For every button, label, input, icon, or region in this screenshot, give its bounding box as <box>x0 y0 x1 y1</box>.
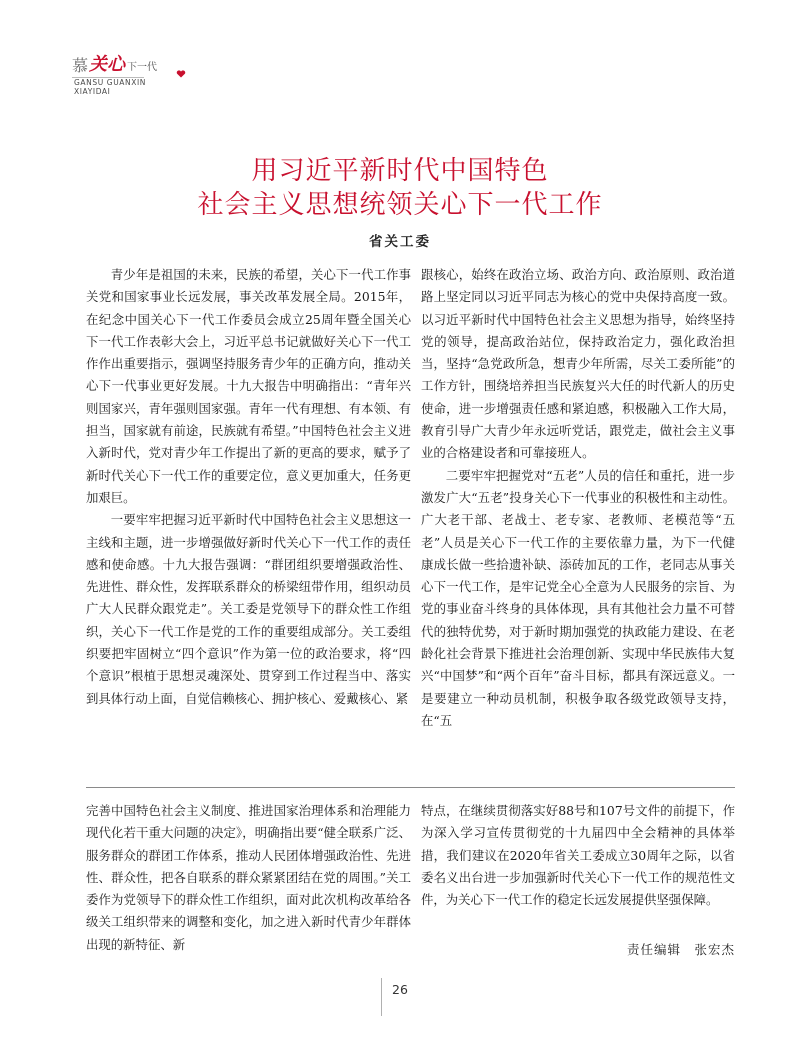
heart-icon <box>176 70 186 78</box>
logo-mark <box>72 52 157 76</box>
article-title-line1: 用习近平新时代中国特色 <box>251 156 549 186</box>
footer-rule <box>381 978 382 1016</box>
logo-en-line2: XIAYIDAI <box>74 87 111 96</box>
page-number: 26 <box>392 982 408 997</box>
logo-cn-part1: 慕 <box>72 56 89 75</box>
section-divider <box>86 787 735 788</box>
body-column-2 <box>421 264 735 732</box>
paragraph: 跟核心，始终在政治立场、政治方向、政治原则、政治道路上坚定同以习近平同志为核心的党中央保持高度一致。以习近平新时代中国特色社会主义思想为指导，始终坚持党的领导，提高政治站位，保持政治定力，强化政治担当，坚持“急党政所急，想青少年所需，尽关工委所能”的工作方针，围绕培养担当民族复兴大任的时代新人的历史使命，进一步增强责任感和紧迫感，积极融入工作大局，教育引导广大青少年永远听党话，跟党走，做社会主义事业的合格建设者和可靠接班人。 <box>421 267 735 461</box>
paragraph: 二要牢牢把握党对“五老”人员的信任和重托，进一步激发广大“五老”投身关心下一代事业的积极性和主动性。广大老干部、老战士、老专家、老教师、老模范等“五老”人员是关心下一代工作的主要依靠力量，为下一代健康成长做一些拾遗补缺、添砖加瓦的工作，老同志从事关心下一代工作，是牢记党全心全意为人民服务的宗旨、为党的事业奋斗终身的具体体现，具有其他社会力量不可替代的独特优势，对于新时期加强党的执政能力建设、在老龄化社会背景下推进社会治理创新、实现中华民族伟大复兴“中国梦”和“两个百年”奋斗目标，都具有深远意义。一是要建立一种动员机制，积极争取各级党政领导支持，在“五 <box>421 467 735 728</box>
logo-cn-part3: 下一代 <box>127 62 158 73</box>
article-title-line2: 社会主义思想统领关心下一代工作 <box>197 190 603 220</box>
paragraph: 完善中国特色社会主义制度、推进国家治理体系和治理能力现代化若干重大问题的决定》，明确指出要“健全联系广泛、服务群众的群团工作体系，推动人民团体增强政治性、先进性、群众性，把各自联系的群众紧紧团结在党的周围。”关工委作为党领导下的群众性工作组织，面对此次机构改革给各级关工组织带来的调整和变化，加之进入新时代青少年群体出现的新特征、新 <box>86 803 411 952</box>
body-column-4 <box>421 800 735 911</box>
paragraph: 特点，在继续贯彻落实好88号和107号文件的前提下，作为深入学习宣传贯彻党的十九届四中全会精神的具体举措，我们建议在2020年省关工委成立30周年之际，以省委名义出台进一步加强新时代关心下一代工作的规范性文件，为关心下一代工作的稳定长远发展提供坚强保障。 <box>421 803 735 908</box>
responsible-editor: 责任编辑 张宏杰 <box>626 942 735 957</box>
body-column-3 <box>86 800 411 956</box>
body-column-1 <box>86 264 411 710</box>
publication-logo <box>72 52 192 100</box>
logo-cn-part2: 关心 <box>89 54 126 75</box>
logo-en-line1: GANSU GUANXIN <box>74 78 146 87</box>
paragraph: 一要牢牢把握习近平新时代中国特色社会主义思想这一主线和主题，进一步增强做好新时代关心下一代工作的责任感和使命感。十九大报告强调：“群团组织要增强政治性、先进性、群众性，发挥联系群众的桥梁纽带作用，组织动员广大人民群众跟党走”。关工委是党领导下的群众性工作组织，关心下一代工作是党的工作的重要组成部分。关工委组织要把牢固树立“四个意识”作为第一位的政治要求，将“四个意识”根植于思想灵魂深处、贯穿到工作过程当中、落实到具体行动上面，自觉信赖核心、拥护核心、爱戴核心、紧 <box>86 512 411 706</box>
paragraph: 青少年是祖国的未来，民族的希望，关心下一代工作事关党和国家事业长远发展，事关改革发展全局。2015年，在纪念中国关心下一代工作委员会成立25周年暨全国关心下一代工作表彰大会上，习近平总书记就做好关心下一代工作作出重要指示，强调坚持服务青少年的正确方向，推动关心下一代事业更好发展。十九大报告中明确指出：“青年兴则国家兴，青年强则国家强。青年一代有理想、有本领、有担当，国家就有前途，民族就有希望。”中国特色社会主义进入新时代，党对青少年工作提出了新的更高的要求，赋予了新时代关心下一代工作的重要定位，意义更加重大，任务更加艰巨。 <box>86 267 411 505</box>
article-author: 省关工委 <box>369 234 431 250</box>
